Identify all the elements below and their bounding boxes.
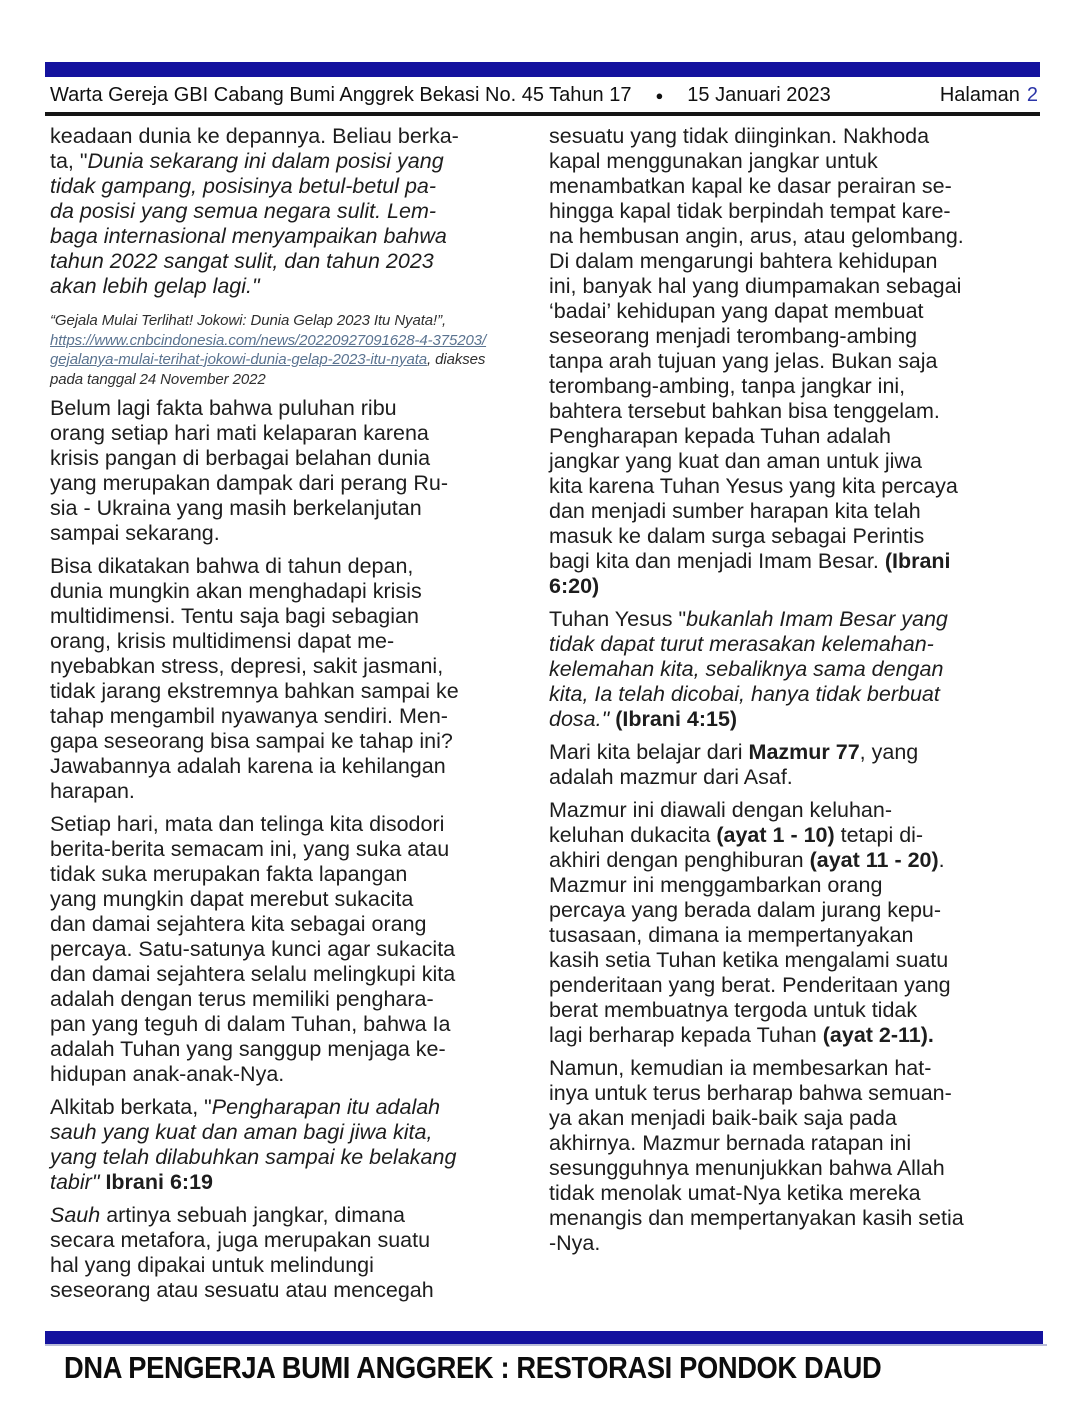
text-line (50, 962, 536, 987)
text-line (50, 1062, 536, 1087)
text-run: dosa." (549, 707, 610, 731)
text-line (549, 765, 1041, 790)
text-line (50, 1012, 536, 1037)
text-run: Bisa dikatakan bahwa di tahun depan, (50, 554, 414, 578)
text-run: menangis dan mempertanyakan kasih setia (549, 1206, 964, 1230)
text-run: dan menjadi sumber harapan kita telah (549, 499, 921, 523)
footer-underline (45, 1344, 1047, 1346)
text-line (549, 299, 1041, 324)
text-run: sesuatu yang tidak diinginkan. Nakhoda (549, 124, 930, 148)
text-line (549, 149, 1041, 174)
text-run: masuk ke dalam surga sebagai Perintis (549, 524, 925, 548)
text-run: akan lebih gelap lagi." (50, 274, 260, 298)
text-run: Pengharapan itu adalah (211, 1095, 441, 1119)
text-run: keluhan dukacita (549, 823, 717, 847)
text-run: adalah Tuhan yang sanggup menjaga ke- (50, 1037, 446, 1061)
text-run: sauh yang kuat dan aman bagi jiwa kita, (50, 1120, 433, 1144)
text-run: yang merupakan dampak dari perang Ru- (50, 471, 448, 495)
text-run: multidimensi. Tentu saja bagi sebagian (50, 604, 419, 628)
text-run: kita, Ia telah dicobai, hanya tidak berbuat (549, 682, 940, 706)
text-run: tidak menolak umat-Nya ketika mereka (549, 1181, 921, 1205)
text-line (549, 124, 1041, 149)
text-line (50, 1228, 536, 1253)
paragraph (549, 607, 1041, 732)
text-run: hidupan anak-anak-Nya. (50, 1062, 285, 1086)
text-run: berita-berita semacam ini, yang suka atau (50, 837, 450, 861)
text-run: keadaan dunia ke depannya. Beliau berka- (50, 124, 459, 148)
text-run: Namun, kemudian ia membesarkan hat- (549, 1056, 932, 1080)
text-run: menambatkan kapal ke dasar perairan se- (549, 174, 952, 198)
text-line (50, 1203, 536, 1228)
text-run: (Ibrani 4:15) (615, 707, 738, 731)
text-run: , diakses (427, 351, 486, 368)
text-run: jangkar yang kuat dan aman untuk jiwa (549, 449, 922, 473)
text-run: da posisi yang semua negara sulit. Lem- (50, 199, 437, 223)
text-run: bahtera tersebut bahkan bisa tenggelam. (549, 399, 940, 423)
paragraph (50, 124, 536, 299)
text-line (549, 1081, 1041, 1106)
text-line (549, 399, 1041, 424)
text-run: tetapi di- (834, 823, 924, 847)
text-run: Tuhan Yesus " (549, 607, 687, 631)
text-line (549, 524, 1041, 549)
text-run: tidak jarang ekstremnya bahkan sampai ke (50, 679, 459, 703)
text-line (50, 1037, 536, 1062)
text-line (549, 1206, 1041, 1231)
paragraph (50, 396, 536, 546)
text-run: orang, krisis multidimensi dapat me- (50, 629, 395, 653)
text-line (50, 1145, 536, 1170)
text-line (50, 521, 536, 546)
text-line (50, 937, 536, 962)
text-line (549, 499, 1041, 524)
text-line (549, 1231, 1041, 1256)
text-line (50, 704, 536, 729)
text-run: , yang (859, 740, 919, 764)
paragraph (50, 554, 536, 804)
text-run: tahun 2022 sangat sulit, dan tahun 2023 (50, 249, 434, 273)
text-line (549, 607, 1041, 632)
text-run: kapal menggunakan jangkar untuk (549, 149, 878, 173)
text-run: pan yang teguh di dalam Tuhan, bahwa Ia (50, 1012, 451, 1036)
text-run: (ayat 2-11). (822, 1023, 934, 1047)
text-run: nyebabkan stress, depresi, sakit jasmani, (50, 654, 444, 678)
paragraph (549, 124, 1041, 599)
text-line (549, 324, 1041, 349)
text-run: (ayat 1 - 10) (716, 823, 835, 847)
text-line (549, 998, 1041, 1023)
text-line (50, 370, 536, 390)
text-line (50, 912, 536, 937)
bullet-separator-icon: ● (655, 88, 664, 103)
text-run: Mari kita belajar dari (549, 740, 749, 764)
paragraph (50, 1095, 536, 1195)
text-run: bukanlah Imam Besar yang (686, 607, 948, 631)
text-line (549, 632, 1041, 657)
text-run: bagi kita dan menjadi Imam Besar. (549, 549, 885, 573)
text-line (549, 923, 1041, 948)
text-run: berat membuatnya tergoda untuk tidak (549, 998, 918, 1022)
text-line (549, 973, 1041, 998)
text-run: kelemahan kita, sebaliknya sama dengan (549, 657, 944, 681)
text-run: hingga kapal tidak berpindah tempat kare- (549, 199, 951, 223)
text-run: tusasaan, dimana ia mempertanyakan (549, 923, 914, 947)
text-run: kita karena Tuhan Yesus yang kita percaya (549, 474, 958, 498)
text-line (549, 349, 1041, 374)
text-run: akhirnya. Mazmur bernada ratapan ini (549, 1131, 912, 1155)
text-run: baga internasional menyampaikan bahwa (50, 224, 447, 248)
header-date: 15 Januari 2023 (687, 84, 831, 106)
text-run: Alkitab berkata, " (50, 1095, 212, 1119)
text-run: ya akan menjadi baik-baik saja pada (549, 1106, 897, 1130)
paragraph (549, 1056, 1041, 1256)
text-run: inya untuk terus berharap bahwa semuan- (549, 1081, 952, 1105)
text-run: . (938, 848, 945, 872)
text-run: sia - Ukraina yang masih berkelanjutan (50, 496, 422, 520)
text-line (549, 199, 1041, 224)
text-line (50, 274, 536, 299)
text-run: artinya sebuah jangkar, dimana (100, 1203, 405, 1227)
paragraph (50, 812, 536, 1087)
text-line (50, 779, 536, 804)
text-line (50, 629, 536, 654)
text-run: Mazmur ini diawali dengan keluhan- (549, 798, 892, 822)
text-run: pada tanggal 24 November 2022 (50, 370, 266, 388)
text-run: Di dalam mengarungi bahtera kehidupan (549, 249, 938, 273)
text-line (549, 449, 1041, 474)
text-line (50, 812, 536, 837)
text-run: harapan. (50, 779, 135, 803)
text-run: tidak dapat turut merasakan kelemahan- (549, 632, 934, 656)
text-run: penderitaan yang berat. Penderitaan yang (549, 973, 951, 997)
page-header (50, 84, 1038, 107)
text-run: Setiap hari, mata dan telinga kita disodori (50, 812, 445, 836)
text-line (549, 657, 1041, 682)
text-line (549, 1106, 1041, 1131)
text-run: dunia mungkin akan menghadapi krisis (50, 579, 422, 603)
text-line (50, 421, 536, 446)
text-run: dan damai sejahtera selalu melingkupi kita (50, 962, 456, 986)
text-run: Pengharapan kepada Tuhan adalah (549, 424, 891, 448)
text-run: orang setiap hari mati kelaparan karena (50, 421, 429, 445)
top-accent-bar (45, 62, 1040, 77)
text-line (50, 579, 536, 604)
text-line (50, 199, 536, 224)
text-run: percaya. Satu-satunya kunci agar sukacita (50, 937, 456, 961)
text-line (50, 679, 536, 704)
text-run: seseorang atau sesuatu atau mencegah (50, 1278, 434, 1302)
text-run: ini, banyak hal yang diumpamakan sebagai (549, 274, 962, 298)
text-line (50, 1095, 536, 1120)
text-line (50, 311, 536, 331)
text-run: adalah dengan terus memiliki penghara- (50, 987, 434, 1011)
text-line (50, 654, 536, 679)
text-line (50, 1120, 536, 1145)
text-run: 6:20) (549, 574, 600, 598)
page-number: 2 (1026, 84, 1038, 106)
text-line (50, 446, 536, 471)
text-run: tidak suka merupakan fakta lapangan (50, 862, 408, 886)
text-line (549, 948, 1041, 973)
text-line (549, 374, 1041, 399)
text-line (50, 224, 536, 249)
column-right (549, 124, 1041, 1264)
text-run: kasih setia Tuhan ketika mengalami suatu (549, 948, 949, 972)
paragraph (50, 1203, 536, 1303)
text-line (549, 798, 1041, 823)
text-line (549, 1181, 1041, 1206)
text-run: yang mungkin dapat merebut sukacita (50, 887, 414, 911)
text-run: tabir" (50, 1170, 100, 1194)
text-run: tahap mengambil nyawanya sendiri. Men- (50, 704, 448, 728)
text-line (549, 249, 1041, 274)
text-line (549, 549, 1041, 574)
text-line (50, 837, 536, 862)
text-line (50, 396, 536, 421)
text-run: Ibrani 6:19 (105, 1170, 213, 1194)
newsletter-title: Warta Gereja GBI Cabang Bumi Anggrek Bekasi No. 45 Tahun 17 (50, 84, 632, 106)
text-line (549, 1056, 1041, 1081)
text-run: sampai sekarang. (50, 521, 220, 545)
text-line (50, 987, 536, 1012)
text-run: -Nya. (549, 1231, 601, 1255)
text-run: Belum lagi fakta bahwa puluhan ribu (50, 396, 397, 420)
paragraph (549, 740, 1041, 790)
text-line (50, 554, 536, 579)
footer-slogan: DNA PENGERJA BUMI ANGGREK : RESTORASI PONDOK DAUD (64, 1350, 882, 1385)
text-run: (ayat 11 - 20) (809, 848, 939, 872)
text-run: adalah mazmur dari Asaf. (549, 765, 793, 789)
text-line (549, 1156, 1041, 1181)
text-line (50, 174, 536, 199)
text-run: akhiri dengan penghiburan (549, 848, 810, 872)
text-run: (Ibrani (884, 549, 951, 573)
text-line (50, 331, 536, 351)
text-run: dan damai sejahtera kita sebagai orang (50, 912, 427, 936)
text-line (549, 274, 1041, 299)
text-run: gapa seseorang bisa sampai ke tahap ini? (50, 729, 453, 753)
text-line (50, 1170, 536, 1195)
text-line (549, 224, 1041, 249)
text-line (50, 1253, 536, 1278)
text-line (549, 740, 1041, 765)
text-line (50, 350, 536, 370)
header-rule (45, 112, 1040, 116)
text-run: Sauh (50, 1203, 101, 1227)
text-line (549, 1131, 1041, 1156)
citation-link[interactable]: https://www.cnbcindonesia.com/news/20220927091628-4-375203/ (50, 331, 487, 349)
text-line (50, 149, 536, 174)
text-line (50, 1278, 536, 1303)
text-line (549, 707, 1041, 732)
citation-link[interactable]: gejalanya-mulai-terihat-jokowi-dunia-gelap-2023-itu-nyata (50, 351, 428, 368)
text-line (549, 682, 1041, 707)
text-line (50, 471, 536, 496)
text-line (549, 823, 1041, 848)
text-line (549, 848, 1041, 873)
paragraph (549, 798, 1041, 1048)
citation-block (50, 311, 536, 389)
text-line (549, 424, 1041, 449)
text-line (50, 887, 536, 912)
text-line (50, 249, 536, 274)
text-run: ‘badai’ kehidupan yang dapat membuat (549, 299, 924, 323)
text-run: secara metafora, juga merupakan suatu (50, 1228, 431, 1252)
text-line (549, 574, 1041, 599)
text-run: seseorang menjadi terombang-ambing (549, 324, 918, 348)
text-run: tanpa arah tujuan yang jelas. Bukan saja (549, 349, 938, 373)
text-run: lagi berharap kepada Tuhan (549, 1023, 823, 1047)
text-line (50, 124, 536, 149)
text-run: yang telah dilabuhkan sampai ke belakang (50, 1145, 457, 1169)
text-run: tidak gampang, posisinya betul-betul pa- (50, 174, 437, 198)
text-run: na hembusan angin, arus, atau gelombang. (549, 224, 964, 248)
text-run: krisis pangan di berbagai belahan dunia (50, 446, 431, 470)
text-line (549, 873, 1041, 898)
column-left (50, 124, 536, 1311)
text-line (549, 174, 1041, 199)
text-run: Dunia sekarang ini dalam posisi yang (87, 149, 444, 173)
text-run: Mazmur ini menggambarkan orang (549, 873, 883, 897)
text-line (549, 898, 1041, 923)
text-run: Jawabannya adalah karena ia kehilangan (50, 754, 446, 778)
footer-accent-bar (45, 1331, 1043, 1344)
text-run: ta, " (50, 149, 88, 173)
page-label: Halaman (939, 84, 1020, 106)
text-run: Mazmur 77 (748, 740, 860, 764)
text-line (549, 1023, 1041, 1048)
text-line (50, 862, 536, 887)
text-run: sesungguhnya menunjukkan bahwa Allah (549, 1156, 945, 1180)
text-run: terombang-ambing, tanpa jangkar ini, (549, 374, 906, 398)
text-run: percaya yang berada dalam jurang kepu- (549, 898, 942, 922)
text-line (50, 754, 536, 779)
text-line (50, 604, 536, 629)
text-run: hal yang dipakai untuk melindungi (50, 1253, 374, 1277)
text-run: “Gejala Mulai Terlihat! Jokowi: Dunia Gelap 2023 Itu Nyata!”, (50, 312, 447, 329)
text-line (50, 729, 536, 754)
text-line (549, 474, 1041, 499)
text-line (50, 496, 536, 521)
